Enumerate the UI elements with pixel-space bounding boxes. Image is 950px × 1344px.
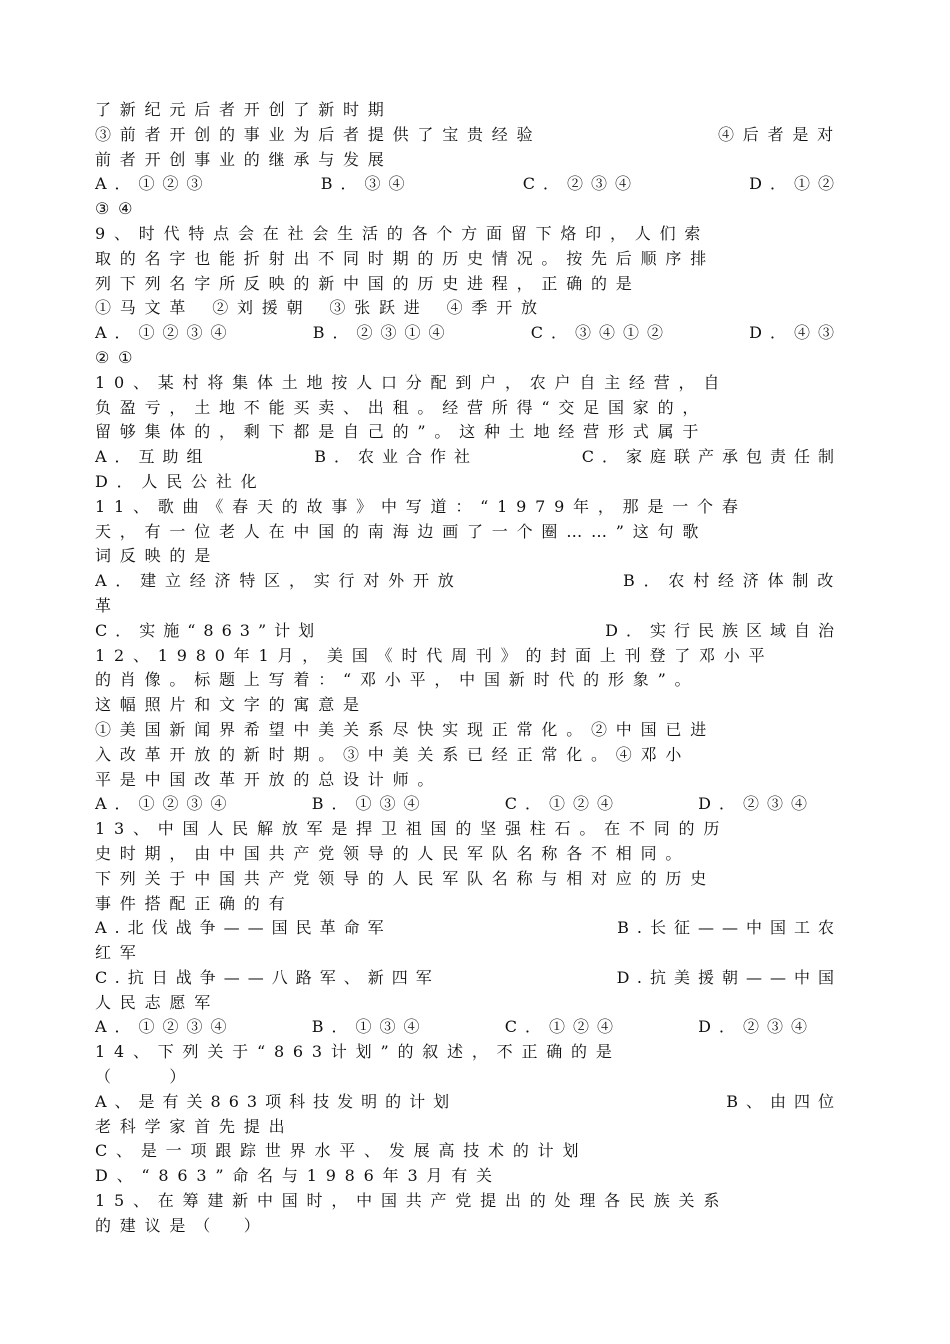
option-line: C、是一项跟踪世界水平、发展高技术的计划: [95, 1141, 588, 1161]
text-line: ③④: [95, 199, 142, 219]
text-line: 取的名字也能折射出不同时期的历史情况。按先后顺序排: [95, 248, 716, 268]
text-line: 的肖像。标题上写着：“邓小平，中国新时代的形象”。: [95, 670, 700, 690]
question-line: 9、时代特点会在社会生活的各个方面留下烙印，人们索: [95, 223, 710, 243]
question-line: 10、某村将集体土地按人口分配到户，农户自主经营，自: [95, 372, 729, 392]
option-line: D、“863”命名与1986年3月有关: [95, 1166, 501, 1186]
text-line: 入改革开放的新时期。③中美关系已经正常化。④邓小: [95, 744, 691, 764]
text-line: 列下列名字所反映的新中国的历史进程，正确的是: [95, 273, 641, 293]
text-line: 革: [95, 595, 120, 615]
text-line: 老科学家首先提出: [95, 1116, 294, 1136]
option-line: C.抗日战争——八路军、新四军 D.抗美援朝——中国: [95, 967, 842, 987]
text-line: （ ）: [95, 1067, 195, 1087]
option-line: A、是有关863项科技发明的计划 B、由四位: [95, 1091, 842, 1111]
text-line: 红军: [95, 943, 145, 963]
text-line: 这幅照片和文字的寓意是: [95, 695, 368, 715]
option-line: A．①②③④ B．①③④ C．①②④ D．②③④: [95, 1017, 815, 1037]
text-line: 事件搭配正确的有: [95, 893, 294, 913]
text-line: 留够集体的，剩下都是自己的”。这种土地经营形式属于: [95, 422, 708, 442]
text-line: 人民志愿军: [95, 992, 220, 1012]
text-line: 下列关于中国共产党领导的人民军队名称与相对应的历史: [95, 868, 716, 888]
text-line: ③前者开创的事业为后者提供了宝贵经验 ④后者是对: [95, 124, 842, 144]
option-line: A．建立经济特区，实行对外开放 B．农村经济体制改: [95, 571, 842, 591]
text-line: 史时期，由中国共产党领导的人民军队名称各不相同。: [95, 843, 691, 863]
option-line: A．①②③ B．③④ C．②③④ D．①②: [95, 174, 842, 194]
text-line: D．人民公社化: [95, 471, 266, 491]
text-line: 平是中国改革开放的总设计师。: [95, 769, 443, 789]
document-page: [95, 98, 842, 1239]
text-line: 词反映的是: [95, 546, 220, 566]
question-line: 15、在筹建新中国时，中国共产党提出的处理各民族关系: [95, 1191, 729, 1211]
text-line: 前者开创事业的继承与发展: [95, 149, 393, 169]
text-line: 了新纪元后者开创了新时期: [95, 100, 393, 119]
text-line: ①美国新闻界希望中美关系尽快实现正常化。②中国已进: [95, 719, 716, 739]
option-line: A.北伐战争——国民革命军 B.长征——中国工农: [95, 918, 842, 938]
text-line: 的建议是（ ）: [95, 1215, 269, 1235]
question-line: 14、下列关于“863计划”的叙述，不正确的是: [95, 1042, 621, 1062]
question-line: 11、歌曲《春天的故事》中写道：“1979年，那是一个春: [95, 496, 747, 516]
option-line: A．互助组 B．农业合作社 C．家庭联产承包责任制: [95, 447, 842, 467]
text-line: ②①: [95, 347, 142, 367]
option-line: A．①②③④ B．①③④ C．①②④ D．②③④: [95, 794, 815, 814]
option-line: C．实施“863”计划 D．实行民族区域自治: [95, 620, 842, 640]
option-line: A．①②③④ B．②③①④ C．③④①② D．④③: [95, 323, 842, 343]
text-line: 天，有一位老人在中国的南海边画了一个圈……”这句歌: [95, 521, 708, 541]
question-line: 13、中国人民解放军是捍卫祖国的坚强柱石。在不同的历: [95, 819, 729, 839]
text-line: 负盈亏，土地不能买卖、出租。经营所得“交足国家的，: [95, 397, 708, 417]
text-line: ①马文革 ②刘援朝 ③张跃进 ④季开放: [95, 298, 546, 318]
question-line: 12、1980年1月，美国《时代周刊》的封面上刊登了邓小平: [95, 645, 774, 665]
